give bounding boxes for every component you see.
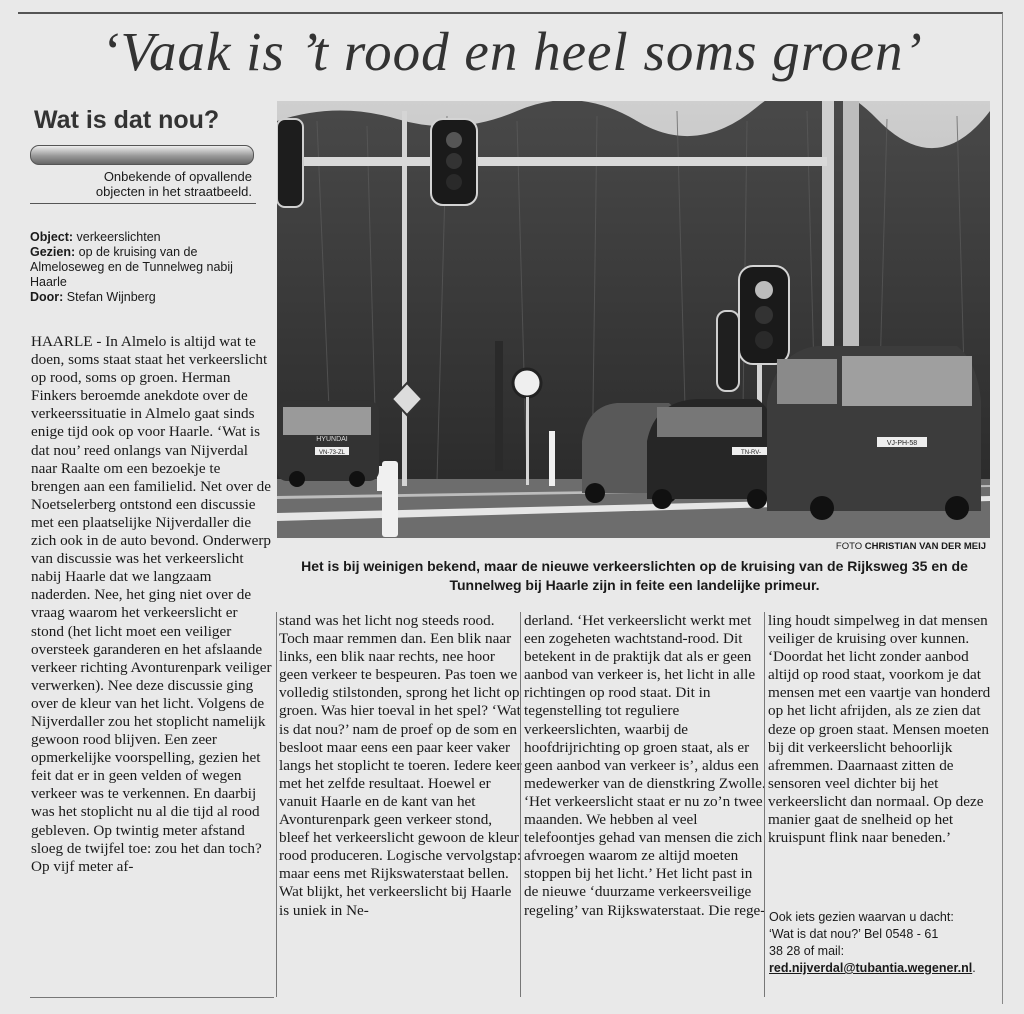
meta-seen-label: Gezien:: [30, 245, 76, 259]
article-meta: [30, 230, 270, 305]
article-column-2: [279, 612, 524, 920]
contact-email-period: .: [972, 961, 976, 975]
plate-right: VJ-PH-58: [886, 440, 918, 447]
article-column-4: [768, 612, 996, 847]
decorative-bar: [30, 145, 254, 165]
contact-box: [769, 909, 997, 977]
meta-object: [30, 230, 270, 245]
photo-credit-prefix: FOTO: [835, 541, 865, 552]
meta-object-value: verkeerslichten: [73, 230, 161, 244]
contact-line-1: Ook iets gezien waarvan u dacht:: [769, 910, 954, 924]
subtitle-line-2: objecten in het straatbeeld.: [95, 184, 252, 199]
contact-email-line: [769, 960, 997, 977]
van-left-shape: [277, 401, 379, 487]
article-text-1: HAARLE - In Almelo is altijd wat te doen, soms staat staat het verkeerslicht op rood, soms op groen. Herman Finkers beroemde anekdote over de verkeerssituatie in Almelo gaat sinds enige tijd ook op voor Haarle. ‘Wat is dat nou’ reed onlangs van Nijverdal naar Raalte om een bezoekje te brengen aan een familielid. Net over de Noetselerberg ontstond een discussie met een plaatselijke Nijverdaller die zich ook in de auto bevond. Onderwerp van discussie was het verkeerslicht nabij Haarle dat we langzaam naderden. Nee, het ging niet over de vraag waarom het verkeerslicht er stond (het licht moet een veiliger oversteek garanderen en het afslaande verkeer richting Avonturenpark veiliger verwerken). Nee deze discussie ging over de kleur van het licht. Volgens de Nijverdaller zou het stoplicht namelijk gewoon rood blijven. Een zeer opmerkelijke voorspelling, gezien het feit dat er in geen velden of wegen verkeer was te verkennen. En daarbij was het stoplicht nu al die tijd al rood gebleven. Op twintig meter afstand sloeg de twijfel toe: zou het dan toch? Op vijf meter af-: [31, 333, 272, 875]
meta-by-value: Stefan Wijnberg: [63, 290, 156, 304]
column-subtitle: [30, 169, 252, 199]
photo-caption: Het is bij weinigen bekend, maar de nieuwe verkeerslichten op de kruising van de Rijksweg 35 en de Tunnelweg bij Haarle zijn in feite een landelijke primeur.: [301, 558, 968, 593]
contact-line-2: ‘Wat is dat nou?’ Bel 0548 - 61: [769, 927, 939, 941]
column-divider: [276, 612, 277, 997]
van-brand-logo: HYUNDAI: [316, 436, 348, 443]
photo-credit: [836, 541, 986, 552]
bottom-divider: [30, 997, 274, 998]
column-divider: [520, 612, 521, 997]
photo-credit-name: CHRISTIAN VAN DER MEIJ: [864, 541, 986, 552]
article-text-4: ling houdt simpelweg in dat mensen veiliger de kruising over kunnen. ‘Doordat het licht zonder aanbod altijd op rood staat, voorkom je dat mensen met een vaartje van honderd op het licht afrijden, als ze zien dat deze op groen staat. Mensen moeten bij dit verkeerslicht behoorlijk afremmen. Daarnaast zitten de sensoren veel dichter bij het verkeerslicht dan normaal. Op deze manier gaat de snelheid op het kruispunt flink naar beneden.’: [768, 612, 991, 847]
article-text-2: stand was het licht nog steeds rood. Toch maar remmen dan. Een blik naar links, een blik naar rechts, nee hoor geen verkeer te bespeuren. Pas toen we volledig stilstonden, sprong het licht op groen. Was hier toeval in het spel? ‘Wat is dat nou?’ nam de proef op de som en besloot maar eens een paar keer vaker langs het stoplicht te toeren. Iedere keer met het zelfde resultaat. Hoewel er vanuit Haarle en de kant van het Avonturenpark geen verkeer stond, bleef het verkeerslicht gewoon de kleur rood produceren. Logische vervolgstap: maar eens met Rijkswaterstaat bellen. Wat blijkt, het verkeerslicht bij Haarle is uniek in Ne-: [279, 612, 522, 919]
column-divider: [764, 612, 765, 997]
article-column-3: [524, 612, 769, 920]
divider: [30, 203, 256, 204]
meta-seen-value: op de kruising van de Almeloseweg en de Tunnelweg nabij Haarle: [30, 245, 233, 289]
plate-mid: TN-RV-: [741, 450, 761, 456]
headline: ‘Vaak is ’t rood en heel soms groen’: [101, 21, 923, 82]
subtitle-line-1: Onbekende of opvallende: [103, 169, 252, 184]
meta-seen: [30, 245, 270, 290]
meta-object-label: Object:: [30, 230, 74, 244]
contact-line-3: 38 28 of mail:: [769, 944, 845, 958]
plate-left: VN-73-ZL: [318, 450, 346, 456]
column-title: Wat is dat nou?: [34, 106, 220, 134]
contact-email-link[interactable]: red.nijverdal@tubantia.wegener.nl: [769, 961, 973, 975]
traffic-light-photo: [277, 101, 990, 538]
meta-by: [30, 290, 270, 305]
article-column-1: [31, 333, 273, 876]
article-text-3: derland. ‘Het verkeerslicht werkt met een zogeheten wachtstand-rood. Dit betekent in de praktijk dat als er geen aanbod van verkeer is, het licht in alle richtingen op rood staat. Dit in tegenstelling tot reguliere verkeerslichten, waarbij de hoofdrijrichting op groen staat, als er geen aanbod van verkeer is’, aldus een medewerker van de dienstkring Zwolle. ‘Het verkeerslicht staat er nu zo’n twee maanden. We hebben al veel telefoontjes gehad van mensen die zich afvroegen waarom ze altijd moeten stoppen bij het licht.’ Het licht past in de nieuwe ‘duurzame verkeersveilige regeling’ van Rijkswaterstaat. Die rege-: [524, 612, 766, 919]
meta-by-label: Door:: [30, 290, 64, 304]
